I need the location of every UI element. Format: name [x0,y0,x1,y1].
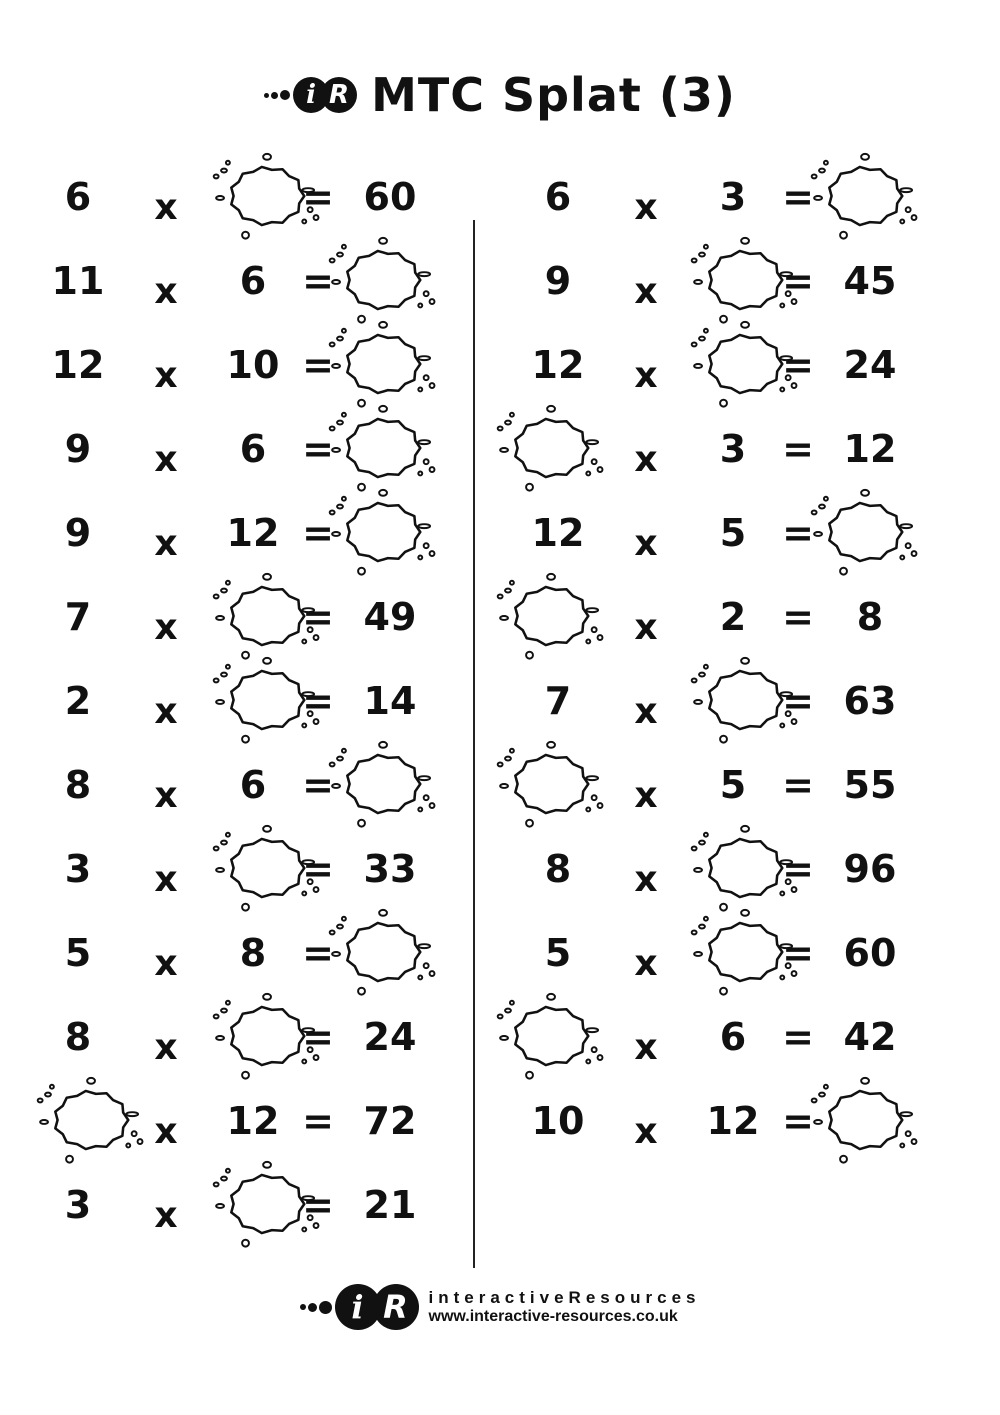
product-value: 55 [843,763,897,807]
multiply-sign: x [154,186,178,228]
equals-sign: = [302,679,334,723]
multiply-sign: x [634,1110,658,1152]
equals-sign: = [782,1099,814,1143]
product-value: 42 [843,1015,897,1059]
multiply-sign: x [154,1194,178,1236]
multiply-sign: x [634,270,658,312]
factor-value: 3 [64,1183,92,1227]
equals-sign: = [302,1015,334,1059]
footer-brand: interactiveResources [428,1288,701,1307]
equals-sign: = [302,763,334,807]
multiply-sign: x [634,942,658,984]
equals-sign: = [782,847,814,891]
factor-value: 8 [239,931,267,975]
factor-value: 9 [64,511,92,555]
multiply-sign: x [154,858,178,900]
logo-r-mark: R [373,1284,419,1330]
multiply-sign: x [634,690,658,732]
problem-row [0,491,1000,575]
factor-value: 12 [531,511,585,555]
factor-value: 8 [544,847,572,891]
problem-row [0,575,1000,659]
product-value: 60 [363,175,417,219]
equals-sign: = [302,931,334,975]
answer-splat-blank[interactable] [490,737,618,835]
factor-value: 2 [719,595,747,639]
product-value: 96 [843,847,897,891]
problem-row [0,827,1000,911]
equals-sign: = [302,343,334,387]
multiply-sign: x [154,774,178,816]
equals-sign: = [782,763,814,807]
logo-dot-icon [264,93,269,98]
page-title: MTC Splat (3) [371,68,736,122]
multiply-sign: x [634,354,658,396]
factor-value: 9 [64,427,92,471]
equals-sign: = [302,511,334,555]
factor-value: 3 [64,847,92,891]
factor-value: 2 [64,679,92,723]
factor-value: 11 [51,259,105,303]
answer-splat-blank[interactable] [490,401,618,499]
equals-sign: = [302,1183,334,1227]
problem-row [0,743,1000,827]
factor-value: 10 [226,343,280,387]
logo-r-mark: R [321,77,357,113]
problem-row [0,323,1000,407]
equals-sign: = [302,427,334,471]
answer-splat-blank[interactable] [804,485,932,583]
factor-value: 12 [706,1099,760,1143]
equals-sign: = [782,175,814,219]
answer-splat-blank[interactable] [804,149,932,247]
equals-sign: = [782,595,814,639]
equals-sign: = [782,259,814,303]
equals-sign: = [782,679,814,723]
product-value: 14 [363,679,417,723]
factor-value: 5 [544,931,572,975]
factor-value: 12 [51,343,105,387]
factor-value: 6 [544,175,572,219]
factor-value: 10 [531,1099,585,1143]
factor-value: 12 [226,1099,280,1143]
multiply-sign: x [154,690,178,732]
multiply-sign: x [634,1026,658,1068]
factor-value: 8 [64,763,92,807]
multiply-sign: x [634,186,658,228]
logo-dot-icon [308,1303,317,1312]
equals-sign: = [782,931,814,975]
product-value: 49 [363,595,417,639]
problem-row [0,659,1000,743]
factor-value: 5 [719,763,747,807]
factor-value: 8 [64,1015,92,1059]
multiply-sign: x [154,1026,178,1068]
product-value: 63 [843,679,897,723]
factor-value: 6 [239,427,267,471]
equals-sign: = [302,595,334,639]
factor-value: 6 [239,763,267,807]
multiply-sign: x [154,522,178,564]
factor-value: 3 [719,175,747,219]
multiply-sign: x [154,354,178,396]
logo-dot-icon [300,1304,306,1310]
logo-i-mark: i [293,77,329,113]
equals-sign: = [782,511,814,555]
multiply-sign: x [154,270,178,312]
page-footer [0,1272,1000,1342]
factor-value: 6 [719,1015,747,1059]
multiply-sign: x [154,606,178,648]
problem-row [0,155,1000,239]
equals-sign: = [302,1099,334,1143]
factor-value: 12 [226,511,280,555]
equals-sign: = [302,259,334,303]
product-value: 72 [363,1099,417,1143]
footer-ir-logo [300,1284,419,1330]
logo-dot-icon [271,92,278,99]
product-value: 24 [363,1015,417,1059]
product-value: 33 [363,847,417,891]
factor-value: 12 [531,343,585,387]
product-value: 24 [843,343,897,387]
answer-splat-blank[interactable] [490,569,618,667]
problem-row [0,1163,1000,1247]
logo-i-mark: i [335,1284,381,1330]
equals-sign: = [782,427,814,471]
footer-text [429,1288,701,1326]
logo-dot-icon [319,1301,332,1314]
factor-value: 6 [239,259,267,303]
equals-sign: = [302,175,334,219]
answer-splat-blank[interactable] [490,989,618,1087]
equals-sign: = [302,847,334,891]
problem-row [0,1079,1000,1163]
logo-dot-icon [280,90,290,100]
factor-value: 7 [544,679,572,723]
problem-row [0,911,1000,995]
multiply-sign: x [634,438,658,480]
multiply-sign: x [634,774,658,816]
problem-row [0,407,1000,491]
factor-value: 6 [64,175,92,219]
factor-value: 3 [719,427,747,471]
product-value: 45 [843,259,897,303]
answer-splat-blank[interactable] [804,1073,932,1171]
multiply-sign: x [634,522,658,564]
footer-url: www.interactive-resources.co.uk [428,1308,678,1325]
factor-value: 7 [64,595,92,639]
multiply-sign: x [154,942,178,984]
product-value: 21 [363,1183,417,1227]
factor-value: 5 [719,511,747,555]
equals-sign: = [782,343,814,387]
multiply-sign: x [154,1110,178,1152]
ir-logo [264,77,357,113]
problem-row [0,239,1000,323]
factor-value: 5 [64,931,92,975]
multiply-sign: x [634,858,658,900]
factor-value: 9 [544,259,572,303]
product-value: 12 [843,427,897,471]
product-value: 60 [843,931,897,975]
product-value: 8 [856,595,884,639]
multiply-sign: x [634,606,658,648]
multiply-sign: x [154,438,178,480]
problem-row [0,995,1000,1079]
page-header [0,60,1000,130]
equals-sign: = [782,1015,814,1059]
